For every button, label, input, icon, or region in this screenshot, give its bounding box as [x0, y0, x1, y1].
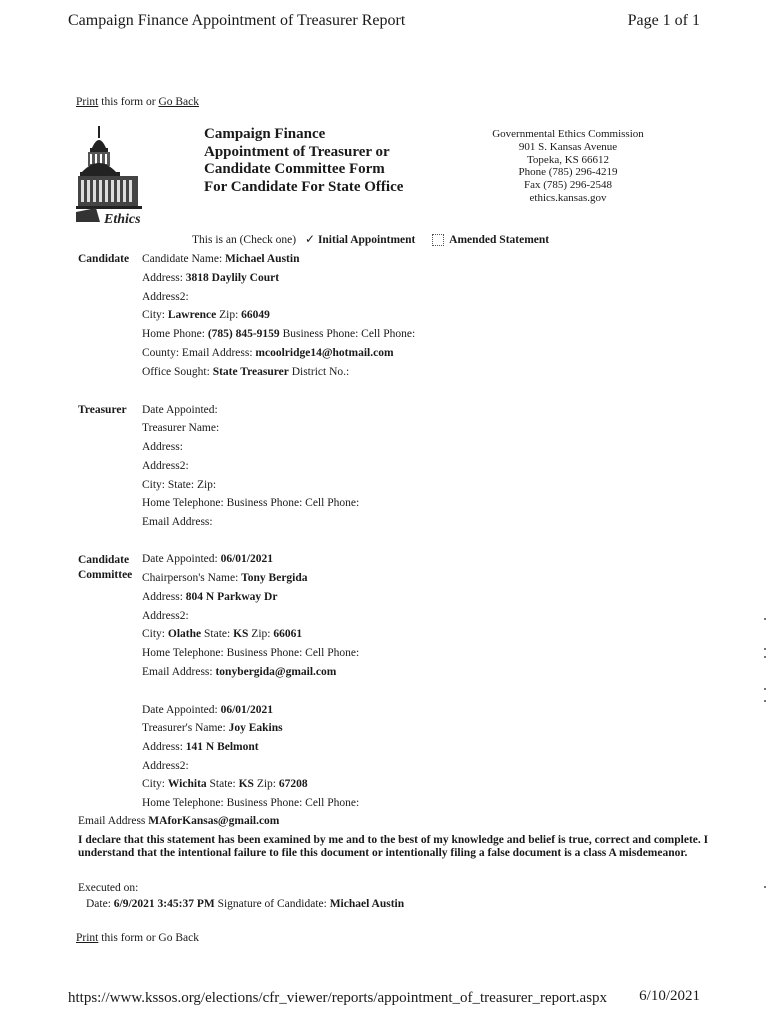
- committee-section-label: Candidate Committee: [78, 554, 133, 581]
- checkmark-icon[interactable]: ✓: [305, 232, 316, 246]
- initial-appointment-label: Initial Appointment: [317, 234, 416, 246]
- treasurer-address-line: Address:: [142, 441, 183, 453]
- candidate-office-line: Office Sought: State Treasurer District No.:: [142, 366, 350, 378]
- declaration-text: I declare that this statement has been examined by me and to the best of my knowledge and belief is true, correct and complete. I understand that the intentional failure to file this document or intentionally filing a false document is a class A misdemeanor.: [78, 834, 709, 859]
- ethics-logo: [76, 122, 158, 226]
- treasurer-email-line: Email Address:: [142, 516, 213, 528]
- amended-statement-label: Amended Statement: [449, 234, 550, 246]
- treasurer-name-line: Treasurer Name:: [142, 422, 220, 434]
- print-link[interactable]: Print: [76, 96, 99, 108]
- treasurer-date-line: Date Appointed:: [142, 404, 218, 416]
- scan-mark: [764, 688, 766, 690]
- committee-phone-line: Home Telephone: Business Phone: Cell Phone:: [142, 647, 360, 659]
- print-link-bottom[interactable]: Print: [76, 932, 99, 944]
- nav-top: Print this form or Go Back: [76, 96, 199, 108]
- committee-treasurer-city-line: City: Wichita State: KS Zip: 67208: [142, 778, 308, 790]
- committee-chair-line: Chairperson's Name: Tony Bergida: [142, 572, 308, 584]
- treasurer-section-label: Treasurer: [78, 404, 127, 416]
- agency-info: Governmental Ethics Commission 901 S. Kansas Avenue Topeka, KS 66612 Phone (785) 296-4219 Fax (785) 296-2548 ethics.kansas.gov: [492, 128, 644, 204]
- form-title: Campaign Finance Appointment of Treasurer or Candidate Committee Form For Candidate For State Office: [204, 126, 404, 195]
- candidate-section-label: Candidate: [78, 253, 130, 265]
- committee-treasurer-phone-line: Home Telephone: Business Phone: Cell Phone:: [142, 797, 360, 809]
- executed-label: Executed on:: [78, 882, 139, 894]
- committee-address2-line: Address2:: [142, 610, 189, 622]
- go-back-link[interactable]: Go Back: [158, 96, 199, 108]
- footer-date: 6/10/2021: [639, 988, 700, 1004]
- scan-mark: [764, 648, 766, 650]
- committee-city-line: City: Olathe State: KS Zip: 66061: [142, 628, 303, 640]
- logo-text: Ethics: [104, 212, 141, 226]
- candidate-name: Michael Austin: [225, 253, 300, 265]
- candidate-name-line: Candidate Name: Michael Austin: [142, 253, 300, 265]
- committee-treasurer-date-line: Date Appointed: 06/01/2021: [142, 704, 273, 716]
- candidate-phone-line: Home Phone: (785) 845-9159 Business Phone: Cell Phone:: [142, 328, 416, 340]
- scan-mark: [764, 886, 766, 888]
- page-number: Page 1 of 1: [627, 12, 700, 29]
- treasurer-city-line: City: State: Zip:: [142, 479, 217, 491]
- scan-mark: [764, 700, 766, 702]
- committee-treasurer-address2-line: Address2:: [142, 760, 189, 772]
- committee-treasurer-name-line: Treasurer's Name: Joy Eakins: [142, 722, 283, 734]
- executed-line: Date: 6/9/2021 3:45:37 PM Signature of Candidate: Michael Austin: [86, 898, 405, 910]
- page-header-title: Campaign Finance Appointment of Treasurer Report: [68, 12, 406, 29]
- committee-treasurer-email-line: Email Address MAforKansas@gmail.com: [78, 815, 280, 827]
- statement-type-row: This is an (Check one) ✓ Initial Appointment Amended Statement: [192, 232, 550, 246]
- candidate-city-line: City: Lawrence Zip: 66049: [142, 309, 270, 321]
- nav-bottom: Print this form or Go Back: [76, 932, 199, 944]
- footer-url: https://www.kssos.org/elections/cfr_viewer/reports/appointment_of_treasurer_report.aspx: [68, 990, 608, 1006]
- committee-address-line: Address: 804 N Parkway Dr: [142, 591, 278, 603]
- committee-email-line: Email Address: tonybergida@gmail.com: [142, 666, 337, 678]
- treasurer-address2-line: Address2:: [142, 460, 189, 472]
- candidate-address2-line: Address2:: [142, 291, 189, 303]
- amended-checkbox[interactable]: [432, 234, 444, 246]
- scan-mark: [764, 656, 766, 658]
- treasurer-phone-line: Home Telephone: Business Phone: Cell Phone:: [142, 497, 360, 509]
- committee-treasurer-address-line: Address: 141 N Belmont: [142, 741, 259, 753]
- candidate-email-line: County: Email Address: mcoolridge14@hotmail.com: [142, 347, 394, 359]
- scan-mark: [764, 618, 766, 620]
- candidate-address-line: Address: 3818 Daylily Court: [142, 272, 280, 284]
- candidate-signature: Michael Austin: [329, 898, 405, 910]
- committee-date-line: Date Appointed: 06/01/2021: [142, 553, 273, 565]
